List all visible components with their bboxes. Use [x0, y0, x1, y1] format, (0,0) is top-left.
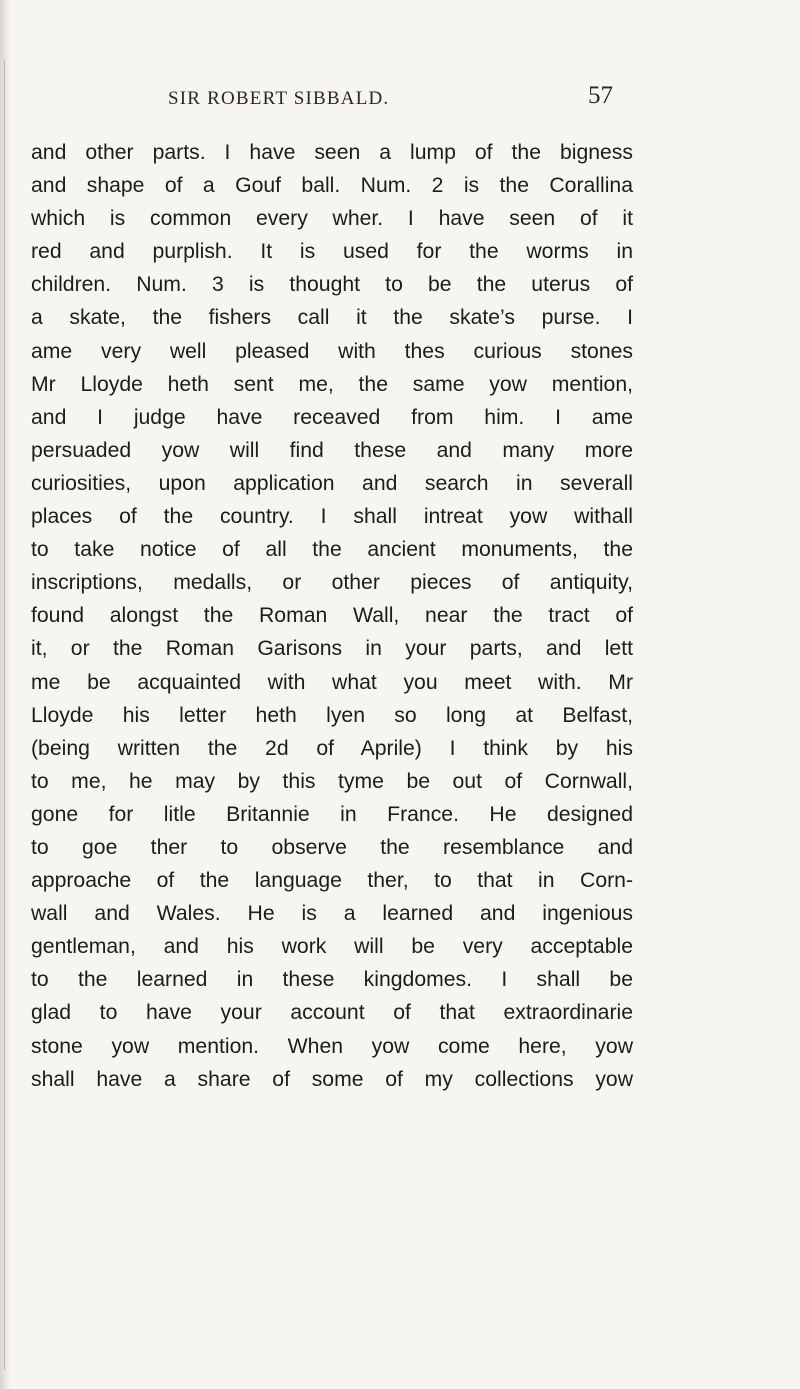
text-line: a skate, the fishers call it the skate’s purse. I	[31, 306, 633, 330]
text-line: and I judge have receaved from him. I ame	[31, 405, 633, 429]
page-binding-edge	[0, 0, 10, 1389]
binding-shadow-line	[4, 60, 5, 1370]
text-line: Lloyde his letter heth lyen so long at Belfast,	[31, 703, 633, 727]
text-line: gentleman, and his work will be very acceptable	[31, 935, 633, 959]
text-line: shall have a share of some of my collections yow	[31, 1067, 633, 1091]
text-line: to the learned in these kingdomes. I shall be	[31, 968, 633, 992]
text-line: children. Num. 3 is thought to be the uterus of	[31, 273, 633, 297]
text-line: found alongst the Roman Wall, near the tract of	[31, 604, 633, 628]
text-line: to take notice of all the ancient monuments, the	[31, 538, 633, 562]
text-line: places of the country. I shall intreat yow withall	[31, 505, 633, 529]
text-line: gone for litle Britannie in France. He designed	[31, 802, 633, 826]
text-line: stone yow mention. When yow come here, yow	[31, 1034, 633, 1058]
text-line: to goe ther to observe the resemblance and	[31, 835, 633, 859]
text-line: red and purplish. It is used for the worms in	[31, 240, 633, 264]
text-line: persuaded yow will find these and many more	[31, 438, 633, 462]
page-number: 57	[588, 82, 613, 109]
text-line: and other parts. I have seen a lump of the bigness	[31, 141, 633, 164]
text-line: Mr Lloyde heth sent me, the same yow mention,	[31, 372, 633, 396]
text-line: curiosities, upon application and search in severall	[31, 471, 633, 495]
text-line: to me, he may by this tyme be out of Cornwall,	[31, 769, 633, 793]
text-line: which is common every wher. I have seen of it	[31, 207, 633, 231]
text-line: approache of the language ther, to that in Corn-	[31, 869, 633, 893]
text-line: (being written the 2d of Aprile) I think by his	[31, 736, 633, 760]
text-line: and shape of a Gouf ball. Num. 2 is the Corallina	[31, 174, 633, 198]
running-title: SIR ROBERT SIBBALD.	[168, 88, 390, 109]
body-paragraph	[31, 136, 633, 1096]
text-line: ame very well pleased with thes curious stones	[31, 339, 633, 363]
text-line: glad to have your account of that extraordinarie	[31, 1001, 633, 1025]
text-line: me be acquainted with what you meet with. Mr	[31, 670, 633, 694]
text-line: it, or the Roman Garisons in your parts, and lett	[31, 637, 633, 661]
text-line: wall and Wales. He is a learned and ingenious	[31, 902, 633, 926]
text-line: inscriptions, medalls, or other pieces of antiquity,	[31, 571, 633, 595]
